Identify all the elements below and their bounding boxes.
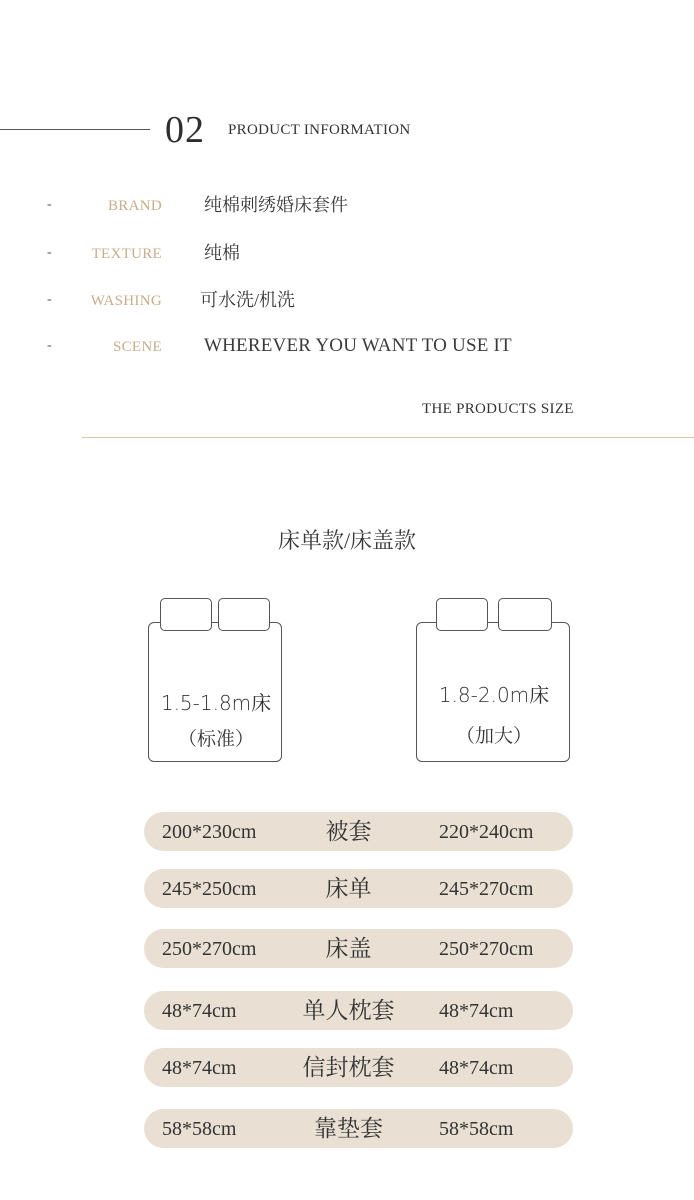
bullet-dash: -: [47, 245, 52, 260]
item-name: 单人枕套: [302, 998, 395, 1023]
size-large: 245*270cm: [439, 878, 534, 900]
bullet-dash: -: [47, 292, 52, 307]
size-standard: 200*230cm: [162, 821, 257, 843]
item-name: 信封枕套: [302, 1055, 395, 1080]
item-name: 被套: [325, 819, 372, 844]
size-row-bedspread: [144, 929, 573, 968]
gold-divider: [82, 437, 694, 438]
size-row-envelope-pillowcase: [144, 1048, 573, 1087]
size-large: 48*74cm: [439, 1057, 514, 1079]
size-large: 250*270cm: [439, 938, 534, 960]
size-large: 220*240cm: [439, 821, 534, 843]
info-value: 纯棉: [204, 243, 240, 263]
size-standard: 48*74cm: [162, 1057, 237, 1079]
info-row-scene: [0, 335, 694, 361]
size-row-duvet-cover: [144, 812, 573, 851]
info-value: WHEREVER YOU WANT TO USE IT: [204, 335, 512, 356]
bed-diagram-standard: [148, 598, 282, 760]
item-name: 床盖: [325, 936, 372, 961]
size-standard: 245*250cm: [162, 878, 257, 900]
size-large: 48*74cm: [439, 1000, 514, 1022]
info-row-washing: [0, 289, 694, 315]
size-row-bed-sheet: [144, 869, 573, 908]
bed-diagram-large: [416, 598, 550, 760]
size-row-pillowcase: [144, 991, 573, 1030]
bed-type-label: （标准）: [177, 729, 254, 750]
info-label: WASHING: [90, 293, 162, 309]
item-name: 床单: [325, 876, 372, 901]
info-label: BRAND: [107, 198, 162, 214]
bed-size-label: 1.5-1.8m床: [160, 691, 272, 715]
item-name: 靠垫套: [314, 1116, 383, 1141]
size-row-cushion-cover: [144, 1109, 573, 1148]
info-value: 纯棉刺绣婚床套件: [204, 195, 348, 215]
info-row-texture: [0, 242, 694, 268]
bed-heading: 床单款/床盖款: [277, 528, 417, 553]
size-section-title: THE PRODUCTS SIZE: [422, 401, 574, 417]
bullet-dash: -: [47, 197, 52, 212]
size-standard: 250*270cm: [162, 938, 257, 960]
bed-size-label: 1.8-2.0m床: [438, 683, 550, 707]
size-large: 58*58cm: [439, 1118, 514, 1140]
section-number: 02: [165, 109, 205, 151]
header-rule: [0, 129, 150, 130]
size-standard: 58*58cm: [162, 1118, 237, 1140]
size-standard: 48*74cm: [162, 1000, 237, 1022]
section-title: PRODUCT INFORMATION: [228, 122, 411, 138]
pillow-icon: [218, 598, 270, 631]
pillow-icon: [436, 598, 488, 631]
info-value: 可水洗/机洗: [200, 290, 296, 310]
pillow-icon: [160, 598, 212, 631]
info-label: SCENE: [112, 339, 162, 355]
bullet-dash: -: [47, 338, 52, 353]
info-label: TEXTURE: [91, 246, 162, 262]
bed-type-label: （加大）: [455, 726, 532, 747]
pillow-icon: [498, 598, 552, 631]
info-row-brand: [0, 194, 694, 220]
